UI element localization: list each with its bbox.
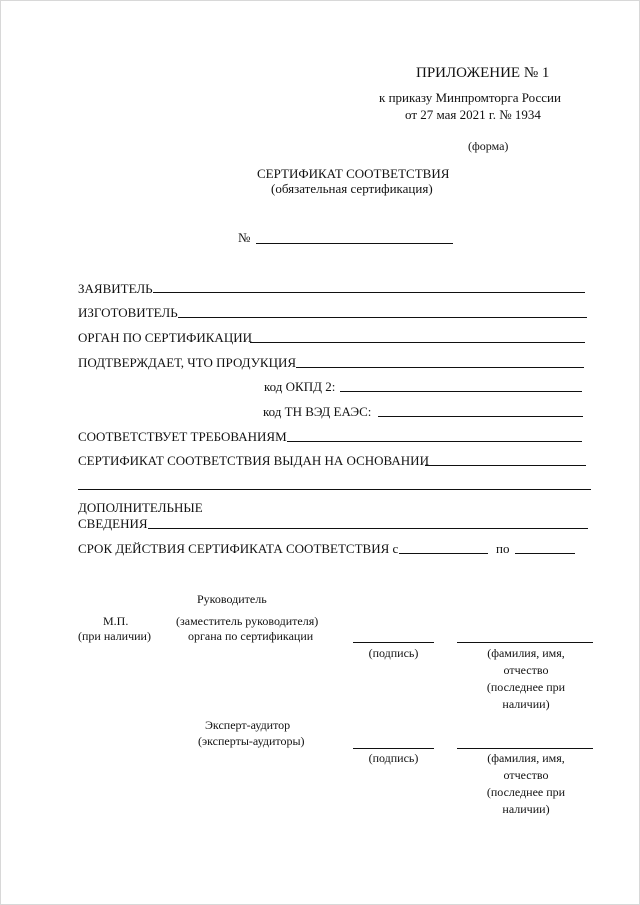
confirms-line[interactable]	[296, 367, 584, 368]
additional-info-label: ДОПОЛНИТЕЛЬНЫЕ	[78, 500, 203, 515]
expert-signature-line[interactable]	[353, 748, 434, 749]
head-signature-line[interactable]	[353, 642, 434, 643]
issued-basis-line[interactable]	[425, 465, 586, 466]
additional-info-line[interactable]	[148, 528, 588, 529]
head-name-caption-2: отчество	[503, 663, 549, 677]
head-name-caption-1: (фамилия, имя,	[487, 646, 565, 660]
okpd-line[interactable]	[340, 391, 582, 392]
appendix-heading: ПРИЛОЖЕНИЕ № 1	[416, 65, 550, 81]
head-name-line[interactable]	[457, 642, 593, 643]
complies-line[interactable]	[287, 441, 582, 442]
head-deputy-label: (заместитель руководителя)	[176, 614, 319, 628]
okpd-label: код ОКПД 2:	[264, 379, 336, 394]
document-title: СЕРТИФИКАТ СООТВЕТСТВИЯ	[257, 166, 450, 181]
cert-body-line[interactable]	[250, 342, 585, 343]
expert-name-caption-3: (последнее при	[486, 785, 566, 799]
validity-label: СРОК ДЕЙСТВИЯ СЕРТИФИКАТА СООТВЕТСТВИЯ с	[78, 541, 399, 556]
form-note: (форма)	[468, 139, 509, 153]
head-name-caption-3: (последнее при	[486, 680, 566, 694]
document-subtitle: (обязательная сертификация)	[271, 181, 433, 196]
manufacturer-line[interactable]	[178, 317, 587, 318]
expert-plural-label: (эксперты-аудиторы)	[198, 734, 305, 748]
expert-name-caption-2: отчество	[503, 768, 549, 782]
expert-name-line[interactable]	[457, 748, 593, 749]
applicant-line[interactable]	[153, 292, 585, 293]
validity-to-line[interactable]	[515, 553, 575, 554]
stamp-note: (при наличии)	[78, 629, 151, 643]
additional-info-label-2: СВЕДЕНИЯ	[78, 516, 148, 531]
stamp-label: М.П.	[103, 614, 129, 628]
certificate-number-line[interactable]	[256, 243, 453, 244]
head-signature-caption: (подпись)	[368, 646, 419, 660]
expert-label: Эксперт-аудитор	[205, 718, 291, 732]
applicant-label: ЗАЯВИТЕЛЬ	[78, 281, 153, 296]
manufacturer-label: ИЗГОТОВИТЕЛЬ	[78, 305, 178, 320]
confirms-label: ПОДТВЕРЖДАЕТ, ЧТО ПРОДУКЦИЯ	[78, 355, 297, 370]
expert-signature-caption: (подпись)	[368, 751, 419, 765]
head-org-label: органа по сертификации	[188, 629, 314, 643]
complies-label: СООТВЕТСТВУЕТ ТРЕБОВАНИЯМ	[78, 429, 287, 444]
expert-name-caption-4: наличии)	[502, 802, 550, 816]
cert-body-label: ОРГАН ПО СЕРТИФИКАЦИИ	[78, 330, 252, 345]
validity-from-line[interactable]	[399, 553, 488, 554]
tnved-line[interactable]	[378, 416, 583, 417]
validity-to-label: по	[496, 541, 510, 556]
tnved-label: код ТН ВЭД ЕАЭС:	[263, 404, 372, 419]
head-name-caption-4: наличии)	[502, 697, 550, 711]
certificate-number-label: №	[238, 230, 251, 245]
issued-basis-label: СЕРТИФИКАТ СООТВЕТСТВИЯ ВЫДАН НА ОСНОВАНИИ	[78, 453, 429, 468]
issued-basis-line-2[interactable]	[78, 489, 591, 490]
head-title: Руководитель	[197, 592, 267, 606]
order-date: от 27 мая 2021 г. № 1934	[405, 107, 541, 122]
expert-name-caption-1: (фамилия, имя,	[487, 751, 565, 765]
order-reference: к приказу Минпромторга России	[379, 90, 561, 105]
